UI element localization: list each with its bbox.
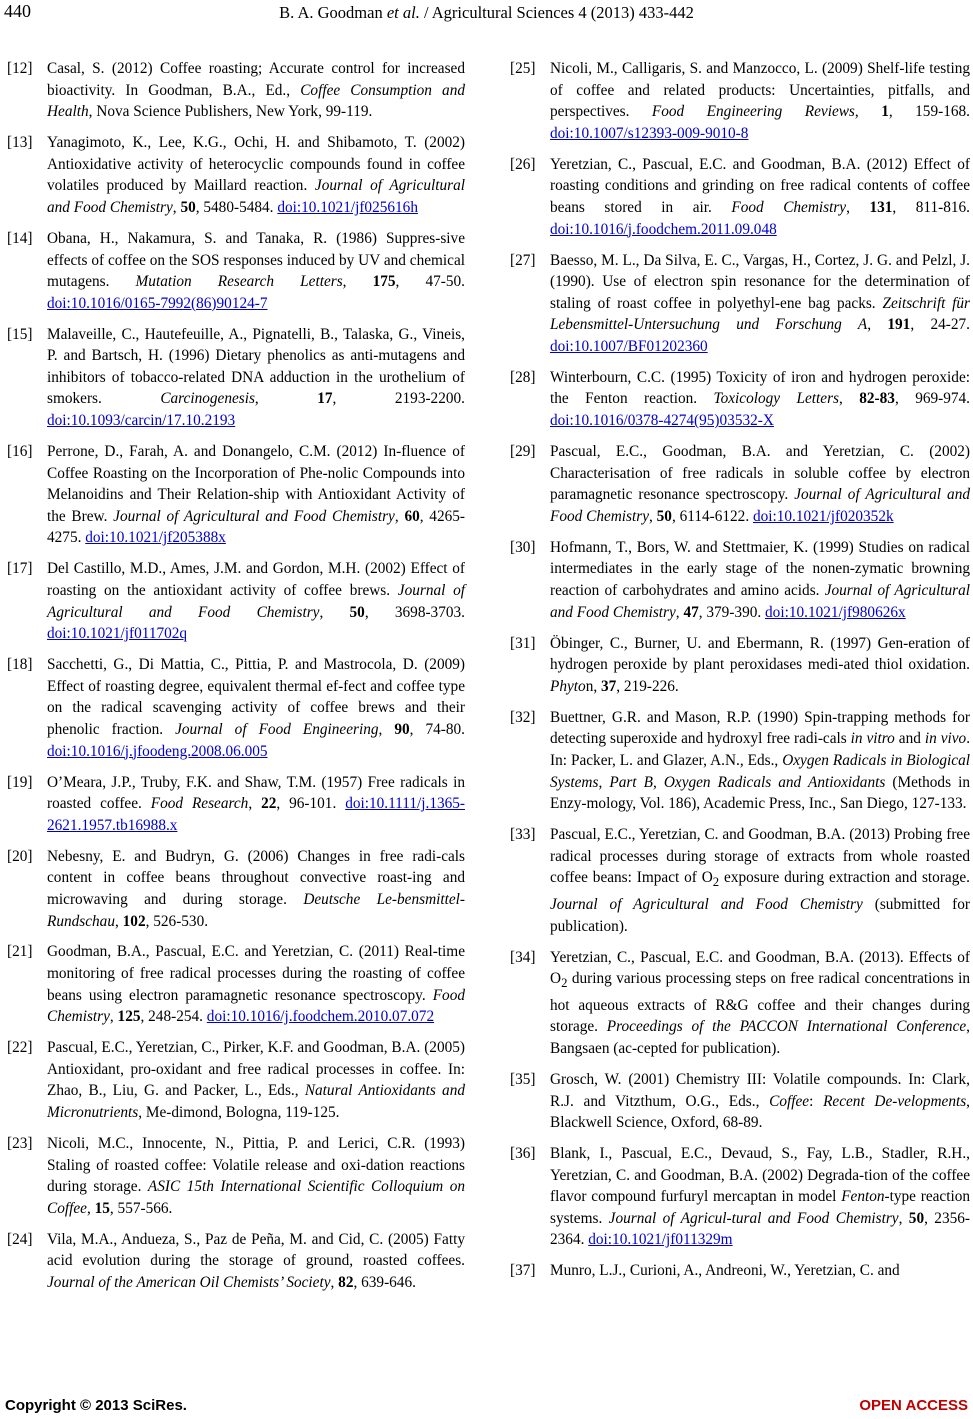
volume-number: 131	[869, 198, 893, 216]
volume-number: 60	[404, 507, 420, 525]
text-segment: :	[809, 1092, 824, 1110]
subscript: 2	[712, 875, 720, 890]
text-segment: , 219-226.	[616, 677, 679, 695]
reference-text	[47, 941, 465, 1027]
reference-entry	[510, 707, 970, 815]
text-segment: Obana, H., Nakamura, S. and Tanaka, R. (1986) Suppres-sive effects of coffee on the SOS responses induced by UV and chemical mutagens.	[47, 229, 465, 291]
reference-text	[47, 58, 465, 123]
reference-text	[47, 132, 465, 218]
references-right-column	[510, 58, 970, 1291]
text-segment: Malaveille, C., Hautefeuille, A., Pignatelli, B., Talaska, G., Vineis, P. and Bartsch, H. (1996) Dietary phenolics as anti-mutagens and inhibitors of tobacco-related DNA adduction in the urothelium of smokers.	[47, 325, 465, 408]
reference-entry	[7, 1133, 465, 1219]
text-segment: (submitted for publication).	[550, 895, 970, 935]
reference-number: [12]	[7, 60, 33, 77]
italic-text: Journal of Agricultural and Food Chemistry	[550, 582, 970, 621]
doi-link[interactable]: doi:10.1021/jf980626x	[765, 603, 906, 621]
text-segment: Nicoli, M., Calligaris, S. and Manzocco, L. (2009) Shelf-life testing of coffee and related products: Uncertainties, pitfalls, and perspectives.	[550, 60, 970, 121]
text-segment: Casal, S. (2012) Coffee roasting; Accurate control for increased bioactivity. In Goodman, B.A., Ed.,	[47, 60, 465, 99]
text-segment: Nebesny, E. and Budryn, G. (2006) Changes in free radi-cals content in coffee beans throughout convective roast-ing and microwaving and during storage.	[47, 847, 465, 908]
reference-entry	[7, 441, 465, 549]
doi-link[interactable]: doi:10.1016/j.foodchem.2011.09.048	[550, 220, 777, 238]
volume-number: 22	[261, 795, 277, 813]
reference-number: [25]	[510, 60, 536, 77]
doi-link[interactable]: doi:10.1021/jf011329m	[588, 1231, 733, 1249]
reference-number: [32]	[510, 708, 536, 726]
reference-text	[47, 558, 465, 644]
text-segment: ,	[839, 390, 860, 408]
italic-text: Fenton	[841, 1188, 885, 1206]
italic-text: Oxygen Radicals in Biological Systems	[550, 751, 970, 791]
volume-number: 47	[683, 603, 699, 621]
text-segment: Baesso, M. L., Da Silva, E. C., Vargas, H., Cortez, J. G. and Pelzl, J. (1990). Use of electron spin resonance for the determination of staling of roast coffee in polyethyl-ene bag packs.	[550, 251, 970, 312]
reference-number: [26]	[510, 155, 536, 173]
reference-number: [34]	[510, 948, 536, 966]
italic-text: Journal of Agricultural and Food Chemistry	[47, 177, 465, 216]
text-segment: (Methods in Enzy-mology, Vol. 186), Academic Press, Inc., San Diego, 127-133.	[550, 773, 970, 813]
text-segment: Hofmann, T., Bors, W. and Stettmaier, K. (1999) Studies on radical intermediates in the early stage of the nonen-zymatic browning reaction of carbohydrates and amino acids.	[550, 538, 970, 600]
text-segment: n,	[585, 677, 601, 695]
reference-entry	[7, 654, 465, 762]
reference-entry	[7, 1229, 465, 1294]
reference-text	[47, 772, 465, 837]
reference-text	[550, 947, 970, 1060]
text-segment: and	[894, 730, 925, 748]
text-segment: O’Meara, J.P., Truby, F.K. and Shaw, T.M. (1957) Free radicals in roasted coffee.	[47, 773, 465, 813]
italic-text: Food Engineering Reviews	[651, 103, 855, 121]
reference-number: [37]	[510, 1262, 536, 1280]
reference-number: [29]	[510, 443, 536, 461]
reference-entry	[510, 824, 970, 937]
reference-text	[47, 1229, 465, 1294]
text-segment: ,	[854, 103, 882, 121]
italic-text: Food Chemistry	[731, 198, 847, 216]
copyright-notice: Copyright © 2013 SciRes.	[5, 1397, 187, 1414]
italic-text: Journal of Food Engineering	[175, 720, 379, 738]
reference-entry	[7, 324, 465, 432]
text-segment: , Nova Science Publishers, New York, 99-119.	[88, 103, 373, 121]
italic-text: Carcinogenesis	[160, 390, 255, 408]
text-segment: ,	[378, 720, 395, 738]
italic-text: Journal of Agricultural and Food Chemistry	[550, 895, 863, 913]
reference-text	[47, 1037, 465, 1123]
volume-number: 50	[656, 507, 672, 525]
reference-text	[550, 537, 970, 623]
italic-text: Recent De-velopments	[823, 1092, 967, 1110]
reference-number: [36]	[510, 1145, 536, 1163]
doi-link[interactable]: doi:10.1016/0165-7992(86)90124-7	[47, 294, 268, 312]
volume-number: 15	[94, 1199, 110, 1217]
text-segment: Perrone, D., Farah, A. and Donangelo, C.M. (2012) In-fluence of Coffee Roasting on the Incorporation of Phe-nolic Compounds into Melanoidins and Their Relation-ship with Antioxidant Activity of the Brew.	[47, 443, 465, 525]
text-segment: , Bangsaen (ac-cepted for publication).	[550, 1018, 970, 1057]
text-segment: Yanagimoto, K., Lee, K.G., Ochi, H. and Shibamoto, T. (2002) Antioxidative activity of heterocyclic compounds found in coffee volatiles produced by Maillard reaction.	[47, 134, 465, 195]
reference-number: [33]	[510, 826, 536, 844]
italic-text: Food Chemistry	[47, 986, 465, 1026]
italic-text: ASIC 15th International Scientific Colloquium on Coffee	[47, 1178, 465, 1217]
reference-text	[550, 1143, 970, 1251]
text-segment: Yeretzian, C., Pascual, E.C. and Goodman, B.A. (2013). Effects of O	[550, 948, 970, 988]
volume-number: 1	[881, 103, 889, 121]
italic-text: Toxicology Letters	[713, 390, 839, 408]
text-segment: ,	[867, 316, 888, 334]
italic-text: Zeitschrift für Lebensmittel-Untersuchung und Forschung A	[550, 294, 970, 334]
text-segment: ,	[254, 390, 318, 408]
doi-link[interactable]: doi:10.1007/BF01202360	[550, 337, 708, 355]
volume-number: 82-83	[859, 390, 895, 408]
reference-text	[47, 846, 465, 932]
italic-text: Journal of Agricultural and Food Chemistry	[47, 582, 465, 621]
text-segment: , 379-390.	[698, 603, 766, 621]
text-segment: ,	[114, 912, 123, 930]
volume-number: 102	[122, 912, 146, 930]
reference-text	[550, 367, 970, 432]
reference-entry	[510, 1143, 970, 1251]
text-segment: , 969-974.	[894, 390, 970, 408]
reference-entry	[7, 846, 465, 932]
reference-entry	[7, 772, 465, 837]
italic-text: Coffee Consumption and Health	[47, 81, 465, 121]
text-segment: , 3698-3703.	[364, 603, 465, 621]
text-segment: , 639-646.	[353, 1273, 416, 1291]
volume-number: 50	[180, 198, 196, 216]
doi-link[interactable]: doi:10.1021/jf020352k	[752, 507, 894, 525]
text-segment: , 811-816.	[892, 198, 971, 216]
text-segment: -type reaction systems.	[550, 1188, 971, 1227]
reference-number: [20]	[7, 847, 33, 865]
italic-text: Natural Antioxidants and Micronutrients	[47, 1082, 465, 1122]
text-segment: ,	[898, 1209, 909, 1227]
reference-text	[550, 824, 970, 937]
reference-entry	[510, 250, 970, 358]
text-segment: , 6114-6122.	[671, 507, 753, 525]
text-segment: , 2193-2200.	[332, 390, 465, 408]
reference-text	[47, 441, 465, 549]
text-segment: Blank, I., Pascual, E.C., Devaud, S., Fay, L.B., Stadler, R.H., Yeretzian, C. and Goodman, B.A. (2002) Degrada-tion of the coffee flavor compound furfuryl mercaptan in model	[550, 1145, 970, 1206]
italic-text: Deutsche Le-bensmittel-Rundschau	[47, 890, 465, 930]
reference-entry	[510, 58, 970, 144]
text-segment: Pascual, E.C., Yeretzian, C. and Goodman, B.A. (2013) Probing free radical processes during storage of extracts from whole roasted coffee beans: Impact of O	[550, 826, 970, 887]
reference-entry	[7, 1037, 465, 1123]
text-segment: ,	[649, 507, 657, 525]
text-segment: ,	[248, 795, 262, 813]
doi-link[interactable]: doi:10.1021/jf011702q	[47, 625, 188, 643]
doi-link[interactable]: doi:10.1016/0378-4274(95)03532-X	[550, 412, 774, 430]
text-segment: Buettner, G.R. and Mason, R.P. (1990) Spin-trapping methods for detecting superoxide and hydroxyl free radi-cals	[550, 708, 970, 748]
text-segment: ,	[598, 773, 610, 791]
reference-text	[550, 441, 970, 527]
running-head-etal: et al.	[386, 3, 420, 22]
reference-number: [31]	[510, 634, 536, 652]
doi-link[interactable]: doi:10.1093/carcin/17.10.2193	[47, 412, 236, 430]
text-segment: ,	[846, 198, 870, 216]
text-segment: Grosch, W. (2001) Chemistry III: Volatile compounds. In: Clark, R.J. and Vitzthum, O.G., Eds.,	[550, 1070, 970, 1110]
volume-number: 175	[372, 273, 396, 291]
text-segment: Winterbourn, C.C. (1995) Toxicity of iron and hydrogen peroxide: the Fenton reaction.	[550, 368, 970, 408]
italic-text: Journal of Agricul-tural and Food Chemistry	[608, 1209, 899, 1227]
reference-entry	[510, 537, 970, 623]
reference-text	[550, 633, 970, 698]
text-segment: ,	[330, 1273, 339, 1291]
text-segment: Sacchetti, G., Di Mattia, C., Pittia, P. and Mastrocola, D. (2009) Effect of roasting degree, equivalent thermal ef-fect and coffee type on the radical scavenging activity of coffee brews and their phenolic fraction.	[47, 656, 465, 738]
doi-link[interactable]: doi:10.1016/j.foodchem.2010.07.072	[206, 1008, 435, 1026]
reference-text	[550, 707, 970, 815]
reference-number: [13]	[7, 134, 33, 152]
reference-entry	[7, 58, 465, 123]
reference-number: [35]	[510, 1070, 536, 1088]
reference-number: [21]	[7, 943, 33, 961]
page-number: 440	[4, 1, 31, 21]
text-segment: during various processing steps on free radical concentrations in hot aqueous extracts of R&G coffee and their changes during storage.	[550, 970, 970, 1036]
doi-link[interactable]: doi:10.1021/jf025616h	[277, 198, 418, 216]
text-segment: , 526-530.	[145, 912, 209, 930]
text-segment: , 74-80.	[409, 720, 465, 738]
text-segment: , Me-dimond, Bologna, 119-125.	[138, 1104, 340, 1122]
reference-text	[47, 324, 465, 432]
reference-entry	[7, 941, 465, 1027]
text-segment: ,	[86, 1199, 95, 1217]
text-segment: , 248-254.	[140, 1008, 207, 1026]
reference-entry	[510, 633, 970, 698]
doi-link[interactable]: doi:10.1021/jf205388x	[85, 529, 226, 547]
running-head-journal: / Agricultural Sciences 4 (2013) 433-442	[419, 3, 694, 22]
reference-number: [28]	[510, 368, 536, 386]
text-segment: ,	[394, 507, 405, 525]
reference-number: [24]	[7, 1230, 33, 1248]
volume-number: 125	[117, 1008, 141, 1026]
italic-text: Journal of Agricultural and Food Chemistry	[113, 507, 395, 525]
reference-entry	[510, 1069, 970, 1134]
italic-text: Coffee	[769, 1092, 810, 1110]
text-segment: Nicoli, M.C., Innocente, N., Pittia, P. and Lerici, C.R. (1993) Staling of roasted coffee: Volatile release and oxi-dation reactions during storage.	[47, 1135, 465, 1196]
text-segment: , 96-101.	[276, 795, 346, 813]
text-segment: ,	[342, 273, 373, 291]
italic-text: Journal of the American Oil Chemists’ Society	[47, 1273, 331, 1291]
text-segment: Öbinger, C., Burner, U. and Ebermann, R. (1997) Gen-eration of hydrogen peroxide by plant peroxidases medi-ated thiol oxidation.	[550, 634, 970, 674]
subscript: 2	[561, 976, 568, 991]
reference-entry	[510, 367, 970, 432]
italic-text: in vivo	[924, 730, 967, 748]
text-segment: . In: Packer, L. and Glazer, A.N., Eds.,	[550, 730, 971, 769]
reference-text	[550, 1260, 970, 1282]
reference-text	[550, 154, 970, 240]
text-segment: Yeretzian, C., Pascual, E.C. and Goodman, B.A. (2012) Effect of roasting conditions and grinding on free radical contents of coffee beans stored in air.	[550, 155, 970, 216]
running-head	[0, 3, 973, 23]
reference-text	[550, 1069, 970, 1134]
text-segment: Goodman, B.A., Pascual, E.C. and Yeretzian, C. (2011) Real-time monitoring of free radical processes during the roasting of coffee beans using electron paramagnetic resonance spectroscopy.	[47, 943, 465, 1004]
italic-text: Mutation Research Letters	[135, 273, 343, 291]
italic-text: Part B, Oxygen Radicals and Antioxidants	[609, 773, 886, 791]
text-segment: ,	[109, 1008, 118, 1026]
doi-link[interactable]: doi:10.1111/j.1365-2621.1957.tb16988.x	[47, 795, 466, 834]
italic-text: Journal of Agricultural and Food Chemistry	[550, 486, 970, 525]
text-segment: Vila, M.A., Andueza, S., Paz de Peña, M. and Cid, C. (2005) Fatty acid evolution during the storage of ground, roasted coffees.	[47, 1230, 465, 1270]
reference-entry	[510, 441, 970, 527]
italic-text: in vitro	[850, 730, 895, 748]
reference-number: [18]	[7, 656, 33, 674]
text-segment: , 159-168.	[888, 103, 970, 121]
reference-number: [16]	[7, 443, 33, 461]
text-segment: , 5480-5484.	[195, 198, 278, 216]
text-segment: , 2356-2364.	[550, 1209, 970, 1249]
text-segment: Del Castillo, M.D., Ames, J.M. and Gordon, M.H. (2002) Effect of roasting on the antioxidant activity of coffee brews.	[47, 560, 465, 600]
volume-number: 191	[887, 316, 911, 334]
text-segment: ,	[675, 603, 684, 621]
italic-text: Food Research	[150, 795, 249, 813]
reference-entry	[7, 558, 465, 644]
reference-text	[47, 654, 465, 762]
reference-number: [14]	[7, 229, 33, 247]
reference-number: [17]	[7, 560, 33, 578]
reference-entry	[7, 228, 465, 314]
volume-number: 37	[600, 677, 617, 695]
volume-number: 90	[394, 720, 410, 738]
reference-number: [15]	[7, 325, 33, 343]
text-segment: , 24-27.	[910, 316, 970, 334]
page-header	[0, 0, 973, 26]
references-left-column	[7, 58, 465, 1303]
text-segment: , 557-566.	[109, 1199, 173, 1217]
reference-entry	[7, 132, 465, 218]
reference-text	[550, 250, 970, 358]
volume-number: 50	[349, 603, 365, 621]
reference-entry	[510, 1260, 970, 1282]
page-footer	[0, 1394, 973, 1419]
reference-entry	[510, 947, 970, 1060]
text-segment: exposure during extraction and storage.	[719, 869, 970, 887]
reference-entry	[510, 154, 970, 240]
doi-link[interactable]: doi:10.1007/s12393-009-9010-8	[550, 124, 749, 142]
text-segment: ,	[319, 603, 350, 621]
italic-text: Proceedings of the PACCON International Conference	[606, 1018, 967, 1036]
reference-number: [19]	[7, 773, 33, 791]
doi-link[interactable]: doi:10.1016/j.jfoodeng.2008.06.005	[47, 742, 268, 760]
italic-text: Phyto	[550, 677, 586, 695]
reference-number: [23]	[7, 1135, 33, 1153]
text-segment: Pascual, E.C., Yeretzian, C., Pirker, K.F. and Goodman, B.A. (2005) Antioxidant, pro-oxidant and free radical processes in coffee. In: Zhao, B., Liu, G. and Packer, L., Eds.,	[47, 1039, 465, 1100]
text-segment: , 47-50.	[395, 273, 465, 291]
open-access-label: OPEN ACCESS	[859, 1397, 968, 1414]
reference-number: [30]	[510, 538, 536, 556]
reference-text	[47, 228, 465, 314]
reference-text	[550, 58, 970, 144]
volume-number: 17	[317, 390, 333, 408]
text-segment: , Blackwell Science, Oxford, 68-89.	[550, 1092, 970, 1132]
text-segment: Pascual, E.C., Goodman, B.A. and Yeretzian, C. (2002) Characterisation of free radicals in soluble coffee by electron paramagnetic resonance spectroscopy.	[550, 443, 970, 504]
text-segment: , 4265-4275.	[47, 507, 465, 547]
volume-number: 82	[338, 1273, 354, 1291]
text-segment: Munro, L.J., Curioni, A., Andreoni, W., Yeretzian, C. and	[550, 1262, 900, 1280]
running-head-authors: B. A. Goodman	[279, 3, 387, 22]
reference-number: [27]	[510, 251, 536, 269]
text-segment: ,	[172, 198, 181, 216]
volume-number: 50	[908, 1209, 925, 1227]
reference-text	[47, 1133, 465, 1219]
reference-number: [22]	[7, 1039, 33, 1057]
